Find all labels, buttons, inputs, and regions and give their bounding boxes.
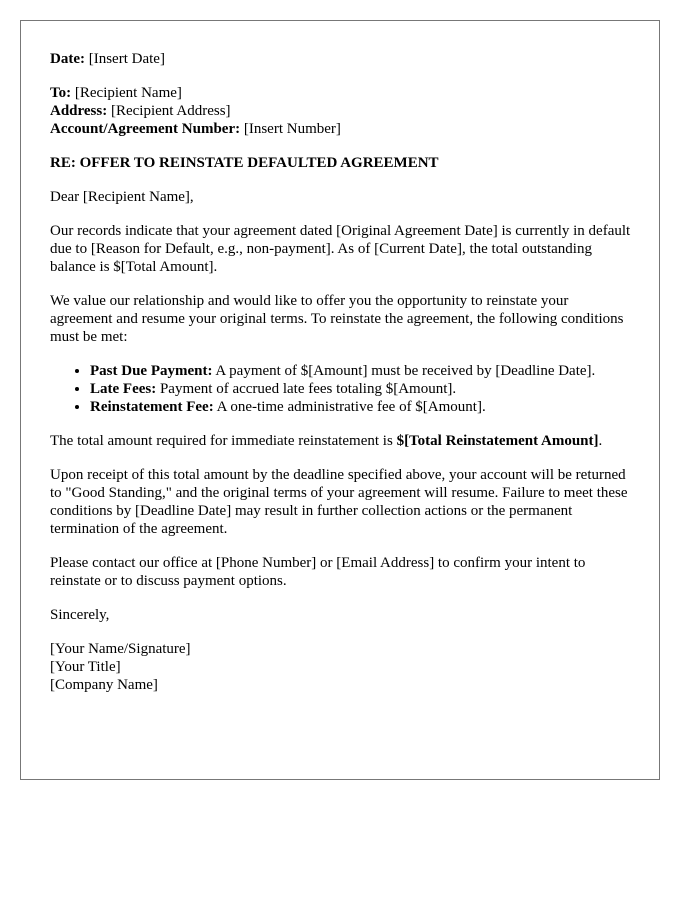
letter-document xyxy=(20,20,660,780)
paragraph-default-notice: Our records indicate that your agreement dated [Original Agreement Date] is currently in default due to [Reason for Default, e.g., non-payment]. As of [Current Date], the total outstanding balance is $[Total Amount]. xyxy=(50,223,631,275)
date-value: [Insert Date] xyxy=(88,51,165,67)
signature-block xyxy=(50,640,631,694)
signer-company: [Company Name] xyxy=(50,677,158,693)
signer-name: [Your Name/Signature] xyxy=(50,641,191,657)
conditions-list xyxy=(50,362,631,416)
condition-item xyxy=(90,398,631,416)
to-line xyxy=(50,84,631,102)
address-line xyxy=(50,102,631,120)
recipient-block xyxy=(50,84,631,138)
condition-text: A one-time administrative fee of $[Amount]. xyxy=(213,399,486,415)
account-value: [Insert Number] xyxy=(243,121,341,137)
to-label: To: xyxy=(50,85,72,101)
address-value: [Recipient Address] xyxy=(110,103,231,119)
sign-off: Sincerely, xyxy=(50,607,110,623)
salutation: Dear [Recipient Name], xyxy=(50,189,194,205)
address-label: Address: xyxy=(50,103,108,119)
date-label: Date: xyxy=(50,51,85,67)
condition-text: A payment of $[Amount] must be received by [Deadline Date]. xyxy=(212,363,596,379)
account-label: Account/Agreement Number: xyxy=(50,121,241,137)
paragraph-receipt-terms: Upon receipt of this total amount by the deadline specified above, your account will be returned to "Good Standing," and the original terms of your agreement will resume. Failure to meet these conditions by [Deadline Date] may result in further collection actions or the permanent termination of the agreement. xyxy=(50,467,628,537)
condition-label: Past Due Payment: xyxy=(90,363,213,379)
condition-item xyxy=(90,362,631,380)
total-amount: $[Total Reinstatement Amount] xyxy=(396,433,599,449)
condition-item xyxy=(90,380,631,398)
paragraph-total-amount xyxy=(50,432,631,450)
account-line xyxy=(50,120,631,138)
total-suffix: . xyxy=(598,433,603,449)
date-line xyxy=(50,50,631,68)
to-value: [Recipient Name] xyxy=(74,85,182,101)
paragraph-contact: Please contact our office at [Phone Number] or [Email Address] to confirm your intent to reinstate or to discuss payment options. xyxy=(50,555,586,589)
condition-text: Payment of accrued late fees totaling $[Amount]. xyxy=(156,381,457,397)
paragraph-offer: We value our relationship and would like to offer you the opportunity to reinstate your agreement and resume your original terms. To reinstate the agreement, the following conditions must be met: xyxy=(50,293,624,345)
subject-line: RE: OFFER TO REINSTATE DEFAULTED AGREEMENT xyxy=(50,155,439,171)
condition-label: Late Fees: xyxy=(90,381,157,397)
total-prefix: The total amount required for immediate reinstatement is xyxy=(50,433,397,449)
condition-label: Reinstatement Fee: xyxy=(90,399,214,415)
signer-title: [Your Title] xyxy=(50,659,121,675)
